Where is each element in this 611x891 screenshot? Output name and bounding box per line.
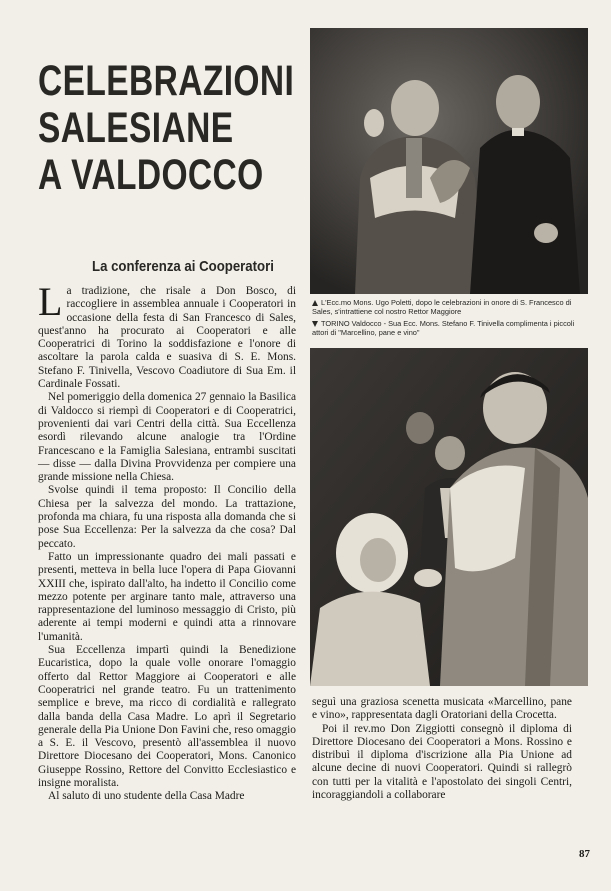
caption-top: L'Ecc.mo Mons. Ugo Poletti, dopo le celebrazioni in onore di S. Francesco di Sales, s'intrattiene col nostro Rettor Maggiore: [312, 298, 572, 316]
article-subtitle: La conferenza ai Cooperatori: [92, 258, 274, 275]
paragraph-6: Al saluto di uno studente della Casa Madre: [48, 790, 245, 803]
paragraph-2: Nel pomeriggio della domenica 27 gennaio la Basilica di Valdocco si riempì di Cooperatori e di Cooperatrici, provenienti dai vari Centri della città. Sua Eccellenza esordì rilevando alcune analogie tra l'Ordine Francescano e la Famiglia Salesiana, entrambi suscitati — disse — dalla Divina Provvidenza per compiere una grande missione nella Chiesa.: [38, 391, 296, 484]
photo-top: [310, 28, 588, 294]
right-paragraph-1: seguì una graziosa scenetta musicata «Marcellino, pane e vino», rappresentata dagli Oratoriani della Crocetta.: [312, 696, 572, 722]
paragraph-1: La tradizione, che risale a Don Bosco, di raccogliere in assemblea annuale i Cooperatori in occasione della festa di San Francesco di Sales, quest'anno ha procurato ai Cooperatori e alle Cooperatrici di Torino la soddisfazione e l'onore di ascoltare la parola calda e suasiva di S. E. Mons. Stefano F. Tinivella, Vescovo Coadiutore di Sua Em. il Cardinale Fossati.: [38, 279, 296, 391]
caption-pointer-up-icon: [312, 300, 318, 306]
caption-pointer-down-icon: [312, 321, 318, 327]
paragraph-5: Sua Eccellenza impartì quindi la Benedizione Eucaristica, dopo la quale volle onorare l'omaggio offerto dal Rettor Maggiore ai Cooperatori e alle Cooperatrici nel grande teatro. Fu un trattenimento semplice e breve, ma ricco di cordialità e rallegrato dalla banda della Casa Madre. Lo aprì il Segretario generale della Pia Unione Don Favini che, reso omaggio a S. E. il Vescovo, presentò all'assemblea il nuovo Direttore Diocesano dei Cooperatori, Mons. Canonico Giuseppe Rossino, Rettore del Convitto Ecclesiastico e insigne moralista.: [38, 644, 296, 789]
page-number: 87: [579, 848, 590, 860]
title-line-3: A VALDOCCO: [38, 151, 264, 199]
right-text-column: [312, 696, 572, 802]
title-line-1: CELEBRAZIONI: [38, 57, 295, 105]
title-line-2: SALESIANE: [38, 104, 234, 152]
photo-top-image: [310, 28, 588, 294]
left-text-column: [38, 279, 296, 804]
paragraph-3: Svolse quindi il tema proposto: Il Concilio della Chiesa per la salvezza del mondo. La trattazione, profonda ma chiara, fu una risposta alla domanda che si pose Sua Eccellenza: Per la salvezza da che cosa? Dal peccato.: [38, 484, 296, 550]
article-title: [38, 57, 295, 199]
paragraph-4: Fatto un impressionante quadro dei mali passati e presenti, metteva in bella luce l'opera di Papa Giovanni XXIII che, ispirato dall'alto, ha indetto il Concilio come mezzo potente per arginare tanto male, attraverso una rappresentazione del luminoso messaggio di Cristo, più aderente ai tempi moderni e quindi atta a rinnovare l'umanità.: [38, 550, 296, 643]
drop-cap: L: [38, 279, 63, 324]
caption-bottom: TORINO Valdocco - Sua Ecc. Mons. Stefano F. Tinivella complimenta i piccoli attori di "Marcellino, pane e vino": [312, 319, 575, 337]
photo-bottom-image: [310, 348, 588, 686]
right-paragraph-2: Poi il rev.mo Don Ziggiotti consegnò il diploma di Direttore Diocesano dei Cooperatori a Mons. Rossino e distribuì il diploma d'iscrizione alla Pia Unione ad alcune decine di nuovi Cooperatori. Quindi si rallegrò con tutti per la vitalità e l'apostolato dei singoli Centri, incoraggiandoli a collaborare: [312, 722, 572, 802]
photo-bottom: [310, 348, 588, 686]
